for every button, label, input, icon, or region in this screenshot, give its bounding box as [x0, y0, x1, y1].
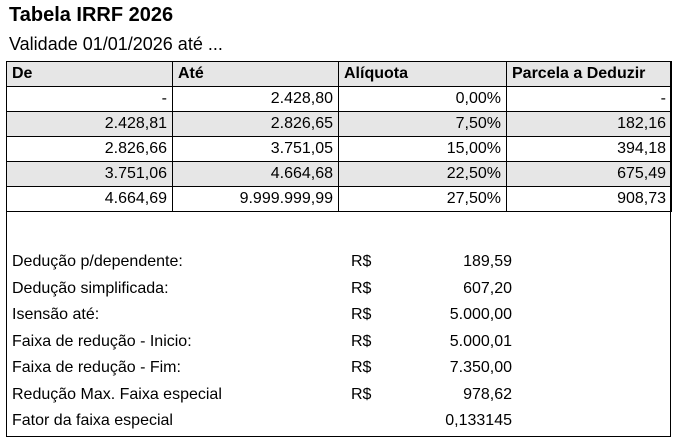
param-currency: R$	[351, 306, 372, 323]
param-currency: R$	[351, 359, 372, 376]
param-isencao	[12, 303, 512, 330]
cell-parcela: 182,16	[507, 112, 672, 137]
param-reducao-max	[12, 383, 512, 410]
param-deducao-simplificada	[12, 277, 512, 304]
cell-parcela: 675,49	[507, 162, 672, 187]
param-value: 7.350,00	[449, 359, 512, 376]
irrf-table	[6, 61, 672, 212]
cell-aliquota: 15,00%	[339, 137, 507, 162]
param-label: Faixa de redução - Fim:	[12, 359, 181, 376]
param-label: Dedução p/dependente:	[12, 253, 183, 270]
cell-aliquota: 7,50%	[339, 112, 507, 137]
cell-ate: 2.428,80	[173, 87, 339, 112]
cell-parcela: 908,73	[507, 187, 672, 212]
cell-de: -	[7, 87, 173, 112]
cell-parcela: -	[507, 87, 672, 112]
table-header-row	[7, 62, 672, 87]
param-faixa-reducao-fim	[12, 356, 512, 383]
param-label: Faixa de redução - Inicio:	[12, 332, 192, 350]
cell-ate: 2.826,65	[173, 112, 339, 137]
param-fator-faixa-especial	[12, 409, 512, 436]
table-row	[7, 162, 672, 187]
parameters-list	[12, 250, 512, 436]
cell-ate: 3.751,05	[173, 137, 339, 162]
cell-de: 2.428,81	[7, 112, 173, 137]
page-title: Tabela IRRF 2026	[9, 4, 174, 26]
cell-de: 3.751,06	[7, 162, 173, 187]
cell-de: 4.664,69	[7, 187, 173, 212]
header-aliquota: Alíquota	[339, 62, 507, 87]
param-currency: R$	[351, 385, 372, 403]
cell-aliquota: 27,50%	[339, 187, 507, 212]
param-label: Redução Max. Faixa especial	[12, 385, 222, 403]
table-row	[7, 87, 672, 112]
cell-aliquota: 22,50%	[339, 162, 507, 187]
param-value: 607,20	[463, 279, 512, 297]
param-label: Isensão até:	[12, 306, 100, 323]
param-value: 5.000,01	[449, 332, 512, 350]
param-currency: R$	[351, 253, 372, 270]
param-value: 0,133145	[445, 412, 512, 429]
param-faixa-reducao-inicio	[12, 330, 512, 357]
table-row	[7, 137, 672, 162]
page-subtitle: Validade 01/01/2026 até ...	[9, 34, 223, 54]
cell-ate: 4.664,68	[173, 162, 339, 187]
param-value: 189,59	[463, 253, 512, 270]
table-row	[7, 187, 672, 212]
param-deducao-dependente	[12, 250, 512, 277]
header-ate: Até	[173, 62, 339, 87]
cell-ate: 9.999.999,99	[173, 187, 339, 212]
param-value: 978,62	[463, 385, 512, 403]
cell-aliquota: 0,00%	[339, 87, 507, 112]
header-parcela-deduzir: Parcela a Deduzir	[507, 62, 672, 87]
param-value: 5.000,00	[449, 306, 512, 323]
param-currency: R$	[351, 332, 372, 350]
header-de: De	[7, 62, 173, 87]
cell-de: 2.826,66	[7, 137, 173, 162]
table-row	[7, 112, 672, 137]
param-label: Fator da faixa especial	[12, 412, 173, 429]
param-currency: R$	[351, 279, 372, 297]
cell-parcela: 394,18	[507, 137, 672, 162]
param-label: Dedução simplificada:	[12, 279, 169, 297]
